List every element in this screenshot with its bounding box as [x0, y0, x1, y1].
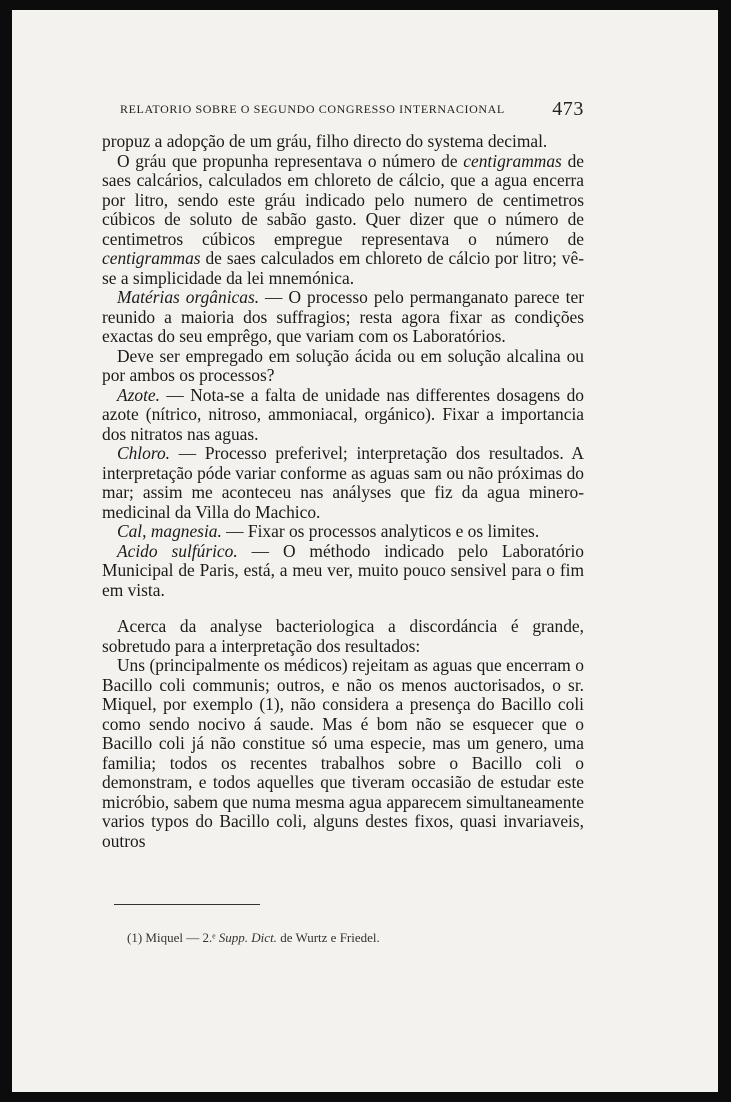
- running-header: [120, 98, 584, 120]
- section-heading: Acido sulfúrico.: [117, 540, 238, 561]
- section-heading: Cal, magnesia.: [117, 521, 222, 541]
- paragraph: Azote. — Nota-se a falta de unidade nas differentes dosagens do azote (nítrico, nitroso, ammoniacal, orgánico). Fixar a importancia dos nitratos nas aguas.: [102, 384, 584, 444]
- paragraph: Cal, magnesia. — Fixar os processos analyticos e os limites.: [117, 521, 540, 541]
- paragraph: propuz a adopção de um gráu, filho directo do systema decimal.: [102, 131, 548, 151]
- paragraph: Uns (principalmente os médicos) rejeitam as aguas que encerram o Bacillo coli communis; outros, e não os menos auctorisados, o sr. Miquel, por exemplo (1), não considera a presença do Bacillo coli como sendo nocivo á saude. Mas é bom não se esquecer que o Bacillo coli já não constitue só uma especie, mas um genero, uma familia; todos os recentes trabalhos sobre o Bacillo coli o demonstram, e todos aquelles que tiveram occasião de estudar este micróbio, sabem que numa mesma agua apparecem simultaneamente varios typos do Bacillo coli, alguns destes fixos, quasi invariaveis, outros: [102, 655, 584, 851]
- paragraph: Acido sulfúrico. — O méthodo indicado pelo Laboratório Municipal de Paris, está, a meu ver, muito pouco sensivel para o fim em vista.: [102, 540, 584, 600]
- document-page: [12, 10, 718, 1092]
- section-heading: Matérias orgânicas.: [117, 287, 260, 307]
- section-heading: Azote.: [117, 384, 160, 405]
- section-heading: Chloro.: [117, 443, 170, 463]
- paragraph: Matérias orgânicas. — O processo pelo permanganato parece ter reunido a maioria dos suffragios; resta agora fixar as condições exactas do seu emprêgo, que variam com os Laboratórios.: [102, 287, 584, 346]
- body-text: [102, 132, 584, 851]
- paragraph: Chloro. — Processo preferivel; interpretação dos resultados. A interpretação póde variar conforme as aguas sam ou não próximas do mar; assim me aconteceu nas anályses que fiz da agua minero-medicinal da Villa do Machico.: [102, 443, 584, 522]
- paragraph: O gráu que propunha representava o número de centigrammas de saes calcários, calculados em chloreto de cálcio, que a agua encerra por litro, sendo este gráu indicado pelo numero de centimetros cúbicos de soluto de sabão gasto. Quer dizer que o número de centimetros cúbicos empregue representava o número de centigrammas de saes calculados em chloreto de cálcio por litro; vê-se a simplicidade da lei mnemónica.: [102, 150, 584, 288]
- page-number: 473: [552, 98, 584, 120]
- header-title: RELATORIO SOBRE O SEGUNDO CONGRESSO INTERNACIONAL: [120, 102, 505, 116]
- footnote-rule: [114, 904, 260, 905]
- footnote: (1) Miquel — 2.ᵉ Supp. Dict. de Wurtz e Friedel.: [127, 930, 380, 945]
- paragraph: Acerca da analyse bacteriologica a discordáncia é grande, sobretudo para a interpretação dos resultados:: [102, 616, 584, 656]
- paragraph: Deve ser empregado em solução ácida ou em solução alcalina ou por ambos os processos?: [102, 345, 584, 385]
